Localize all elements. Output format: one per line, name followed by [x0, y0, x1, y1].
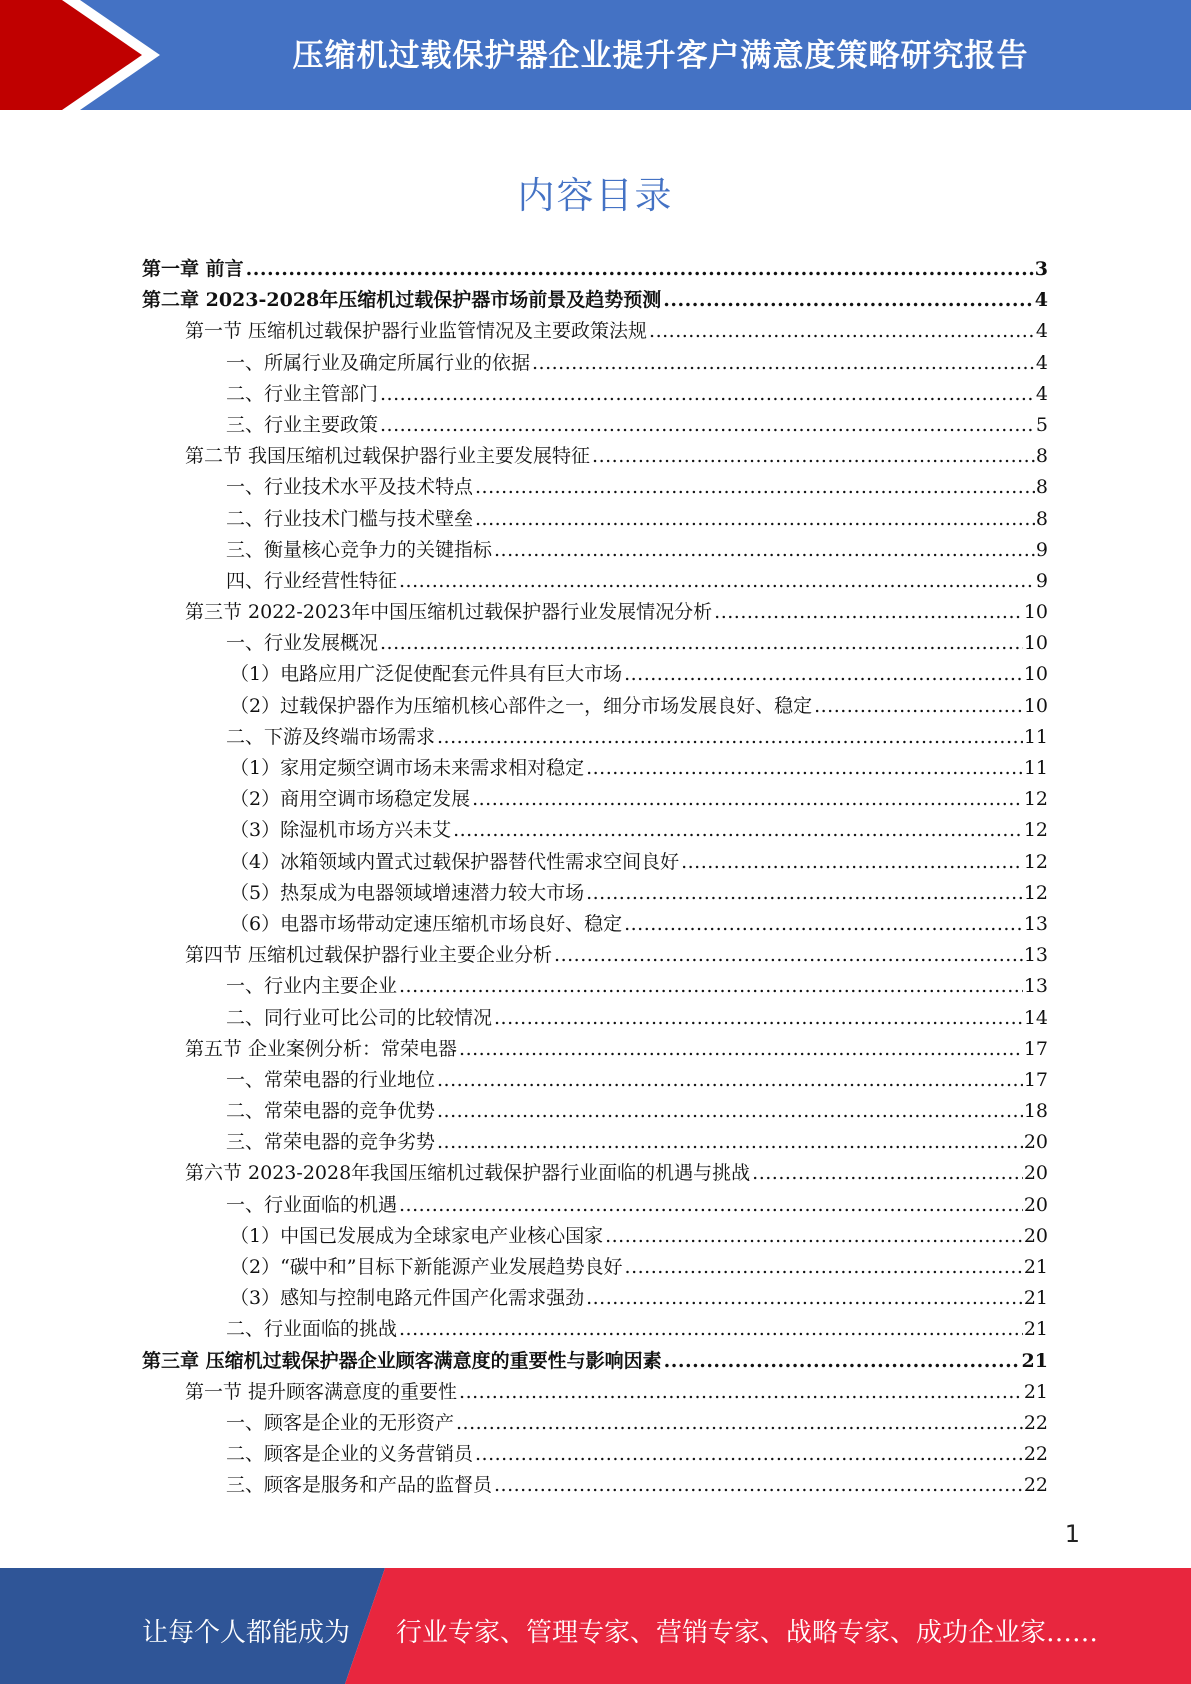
toc-dot-leader — [554, 940, 1023, 971]
toc-dot-leader — [681, 847, 1023, 878]
toc-entry-page: 12 — [1023, 850, 1048, 873]
toc-entry-page: 11 — [1023, 757, 1048, 779]
toc-entry-title: （2）商用空调市场稳定发展 — [230, 788, 471, 811]
toc-dot-leader — [714, 597, 1023, 628]
toc-entry-page: 21 — [1023, 1287, 1048, 1310]
toc-entry[interactable] — [142, 815, 1048, 846]
toc-entry-page: 21 — [1021, 1349, 1048, 1372]
toc-entry-title: 一、所属行业及确定所属行业的依据 — [226, 351, 531, 374]
header-band — [0, 0, 1191, 110]
toc-entry-page: 13 — [1023, 944, 1048, 967]
toc-dot-leader — [663, 285, 1034, 316]
toc-dot-leader — [475, 472, 1035, 503]
toc-dot-leader — [605, 1221, 1023, 1252]
toc-entry[interactable] — [142, 348, 1048, 379]
toc-entry-title: （1）电路应用广泛促使配套元件具有巨大市场 — [230, 663, 623, 686]
toc-dot-leader — [494, 535, 1035, 566]
toc-entry[interactable] — [142, 1283, 1048, 1314]
toc-entry-title: 二、常荣电器的竞争优势 — [226, 1100, 436, 1123]
toc-entry-page: 21 — [1023, 1318, 1048, 1341]
toc-dot-leader — [380, 410, 1035, 441]
toc-entry[interactable] — [142, 1127, 1048, 1158]
toc-entry-title: （1）家用定频空调市场未来需求相对稳定 — [230, 757, 585, 779]
toc-entry-title: 二、同行业可比公司的比较情况 — [226, 1006, 493, 1029]
toc-entry-page: 10 — [1023, 601, 1048, 624]
toc-entry-page: 4 — [1034, 289, 1048, 312]
toc-entry-title: （1）中国已发展成为全球家电产业核心国家 — [230, 1224, 604, 1247]
toc-entry-title: 一、行业技术水平及技术特点 — [226, 476, 474, 499]
toc-entry-title: 一、顾客是企业的无形资产 — [226, 1411, 455, 1434]
toc-entry[interactable] — [142, 1470, 1048, 1501]
toc-entry-page: 8 — [1035, 445, 1048, 468]
toc-entry[interactable] — [142, 1158, 1048, 1189]
toc-entry-page: 10 — [1023, 694, 1048, 717]
toc-dot-leader — [459, 1034, 1023, 1065]
toc-dot-leader — [475, 504, 1035, 535]
toc-dot-leader — [453, 815, 1023, 846]
toc-entry-page: 13 — [1023, 912, 1048, 935]
toc-dot-leader — [532, 348, 1035, 379]
toc-dot-leader — [456, 1408, 1023, 1439]
toc-entry-page: 14 — [1023, 1006, 1048, 1029]
toc-entry[interactable] — [142, 971, 1048, 1002]
toc-entry-page: 21 — [1023, 1380, 1048, 1403]
toc-entry-page: 10 — [1023, 632, 1048, 655]
toc-entry-page: 20 — [1023, 1193, 1048, 1216]
toc-entry-page: 20 — [1023, 1162, 1048, 1185]
toc-entry-page: 3 — [1034, 258, 1048, 280]
table-of-contents — [142, 254, 1048, 1502]
toc-entry[interactable] — [142, 722, 1048, 753]
toc-entry-title: 第四节 压缩机过载保护器行业主要企业分析 — [185, 944, 553, 967]
toc-dot-leader — [399, 566, 1035, 597]
toc-entry-title: 第六节 2023-2028年我国压缩机过载保护器行业面临的机遇与挑战 — [185, 1162, 751, 1185]
toc-entry-title: （3）感知与控制电路元件国产化需求强劲 — [230, 1287, 585, 1310]
footer-slogan-left: 让每个人都能成为 — [142, 1618, 351, 1648]
toc-entry-title: 第一章 前言 — [142, 258, 244, 280]
toc-entry[interactable] — [142, 566, 1048, 597]
toc-dot-leader — [399, 971, 1023, 1002]
toc-entry[interactable] — [142, 1346, 1048, 1377]
toc-dot-leader — [399, 1190, 1023, 1221]
toc-dot-leader — [246, 254, 1034, 285]
toc-dot-leader — [494, 1003, 1023, 1034]
toc-entry[interactable] — [142, 753, 1048, 784]
footer-slogan-right: 行业专家、管理专家、营销专家、战略专家、成功企业家…… — [396, 1618, 1099, 1648]
toc-entry-title: 第五节 企业案例分析：常荣电器 — [185, 1037, 458, 1060]
toc-entry-title: （6）电器市场带动定速压缩机市场良好、稳定 — [230, 912, 623, 935]
toc-entry-title: （5）热泵成为电器领域增速潜力较大市场 — [230, 881, 585, 904]
toc-entry-title: 二、行业主管部门 — [226, 382, 379, 405]
toc-dot-leader — [380, 628, 1023, 659]
toc-entry-title: （2）“碳中和”目标下新能源产业发展趋势良好 — [230, 1256, 623, 1278]
toc-heading: 内容目录 — [517, 174, 674, 217]
toc-entry-title: 一、行业面临的机遇 — [226, 1193, 398, 1216]
toc-entry[interactable] — [142, 628, 1048, 659]
toc-entry[interactable] — [142, 316, 1048, 347]
toc-entry-title: 第三节 2022-2023年中国压缩机过载保护器行业发展情况分析 — [185, 601, 713, 624]
toc-entry[interactable] — [142, 535, 1048, 566]
toc-dot-leader — [437, 1127, 1023, 1158]
toc-entry-page: 22 — [1023, 1443, 1048, 1466]
toc-entry-title: 二、行业技术门槛与技术壁垒 — [226, 507, 474, 530]
toc-entry-page: 12 — [1023, 881, 1048, 904]
toc-entry[interactable] — [142, 1034, 1048, 1065]
toc-entry-page: 11 — [1023, 725, 1048, 748]
report-title: 压缩机过载保护器企业提升客户满意度策略研究报告 — [292, 38, 1029, 74]
toc-entry[interactable] — [142, 1003, 1048, 1034]
toc-entry-title: 二、行业面临的挑战 — [226, 1318, 398, 1341]
toc-entry-title: 一、常荣电器的行业地位 — [226, 1068, 436, 1091]
toc-entry[interactable] — [142, 1065, 1048, 1096]
header-red-chevron — [0, 0, 150, 110]
toc-entry-title: 二、下游及终端市场需求 — [226, 725, 436, 748]
page-number: 1 — [1064, 1520, 1080, 1548]
toc-dot-leader — [380, 379, 1035, 410]
toc-entry[interactable] — [142, 1096, 1048, 1127]
toc-dot-leader — [752, 1158, 1023, 1189]
toc-entry[interactable] — [142, 1314, 1048, 1345]
toc-entry-title: 二、顾客是企业的义务营销员 — [226, 1443, 474, 1466]
toc-entry[interactable] — [142, 472, 1048, 503]
toc-entry-page: 8 — [1035, 476, 1048, 499]
toc-entry[interactable] — [142, 410, 1048, 441]
toc-entry[interactable] — [142, 847, 1048, 878]
toc-entry-title: 三、顾客是服务和产品的监督员 — [226, 1474, 493, 1497]
toc-entry-title: 第二章 2023-2028年压缩机过载保护器市场前景及趋势预测 — [142, 289, 662, 312]
toc-entry-title: （4）冰箱领域内置式过载保护器替代性需求空间良好 — [230, 850, 680, 873]
toc-entry-title: 三、行业主要政策 — [226, 413, 379, 436]
toc-entry[interactable] — [142, 597, 1048, 628]
toc-entry[interactable] — [142, 254, 1048, 285]
toc-entry-page: 4 — [1035, 351, 1048, 374]
toc-entry[interactable] — [142, 1252, 1048, 1283]
toc-entry[interactable] — [142, 1408, 1048, 1439]
toc-entry[interactable] — [142, 285, 1048, 316]
footer-band — [0, 1568, 1191, 1684]
toc-entry-page: 5 — [1035, 413, 1048, 436]
toc-dot-leader — [437, 1096, 1023, 1127]
toc-entry-page: 20 — [1023, 1131, 1048, 1154]
toc-dot-leader — [624, 659, 1023, 690]
toc-entry[interactable] — [142, 940, 1048, 971]
toc-dot-leader — [475, 1439, 1023, 1470]
toc-entry-page: 10 — [1023, 663, 1048, 686]
toc-entry-page: 4 — [1035, 382, 1048, 405]
toc-entry-page: 13 — [1023, 975, 1048, 998]
toc-entry-title: 第一节 压缩机过载保护器行业监管情况及主要政策法规 — [185, 320, 648, 343]
toc-entry[interactable] — [142, 878, 1048, 909]
toc-entry-page: 4 — [1035, 320, 1048, 343]
toc-entry[interactable] — [142, 909, 1048, 940]
toc-entry[interactable] — [142, 691, 1048, 722]
toc-entry[interactable] — [142, 784, 1048, 815]
toc-dot-leader — [625, 1252, 1023, 1283]
toc-dot-leader — [437, 1065, 1023, 1096]
toc-entry-page: 18 — [1023, 1100, 1048, 1123]
toc-dot-leader — [586, 1283, 1023, 1314]
toc-dot-leader — [592, 441, 1035, 472]
toc-entry-page: 17 — [1023, 1068, 1048, 1091]
toc-entry-title: 一、行业发展概况 — [226, 632, 379, 655]
toc-entry-page: 12 — [1023, 788, 1048, 811]
toc-dot-leader — [586, 753, 1023, 784]
toc-dot-leader — [399, 1314, 1023, 1345]
toc-entry-page: 21 — [1023, 1256, 1048, 1278]
toc-entry-page: 22 — [1023, 1411, 1048, 1434]
toc-entry[interactable] — [142, 1377, 1048, 1408]
toc-entry-page: 22 — [1023, 1474, 1048, 1497]
toc-entry-page: 9 — [1035, 569, 1048, 592]
toc-entry[interactable] — [142, 1190, 1048, 1221]
toc-entry-page: 8 — [1035, 507, 1048, 530]
toc-dot-leader — [586, 878, 1023, 909]
toc-entry-title: 第二节 我国压缩机过载保护器行业主要发展特征 — [185, 445, 591, 468]
toc-entry[interactable] — [142, 1221, 1048, 1252]
toc-entry[interactable] — [142, 379, 1048, 410]
toc-entry[interactable] — [142, 504, 1048, 535]
toc-entry[interactable] — [142, 659, 1048, 690]
toc-entry-page: 20 — [1023, 1224, 1048, 1247]
toc-entry-title: 三、常荣电器的竞争劣势 — [226, 1131, 436, 1154]
toc-entry-title: 第三章 压缩机过载保护器企业顾客满意度的重要性与影响因素 — [142, 1349, 662, 1372]
toc-entry[interactable] — [142, 441, 1048, 472]
toc-dot-leader — [472, 784, 1023, 815]
toc-entry-title: 四、行业经营性特征 — [226, 569, 398, 592]
toc-dot-leader — [624, 909, 1023, 940]
toc-dot-leader — [459, 1377, 1023, 1408]
toc-entry-title: （3）除湿机市场方兴未艾 — [230, 819, 452, 842]
toc-dot-leader — [664, 1346, 1021, 1377]
toc-dot-leader — [437, 722, 1023, 753]
toc-entry-title: 第一节 提升顾客满意度的重要性 — [185, 1380, 458, 1403]
toc-entry-page: 9 — [1035, 538, 1048, 561]
toc-entry-page: 17 — [1023, 1037, 1048, 1060]
toc-dot-leader — [649, 316, 1035, 347]
toc-entry-title: 一、行业内主要企业 — [226, 975, 398, 998]
toc-entry-title: 三、衡量核心竞争力的关键指标 — [226, 538, 493, 561]
toc-dot-leader — [814, 691, 1023, 722]
toc-entry-page: 12 — [1023, 819, 1048, 842]
toc-entry-title: （2）过载保护器作为压缩机核心部件之一，细分市场发展良好、稳定 — [230, 694, 813, 717]
toc-dot-leader — [494, 1470, 1023, 1501]
toc-entry[interactable] — [142, 1439, 1048, 1470]
